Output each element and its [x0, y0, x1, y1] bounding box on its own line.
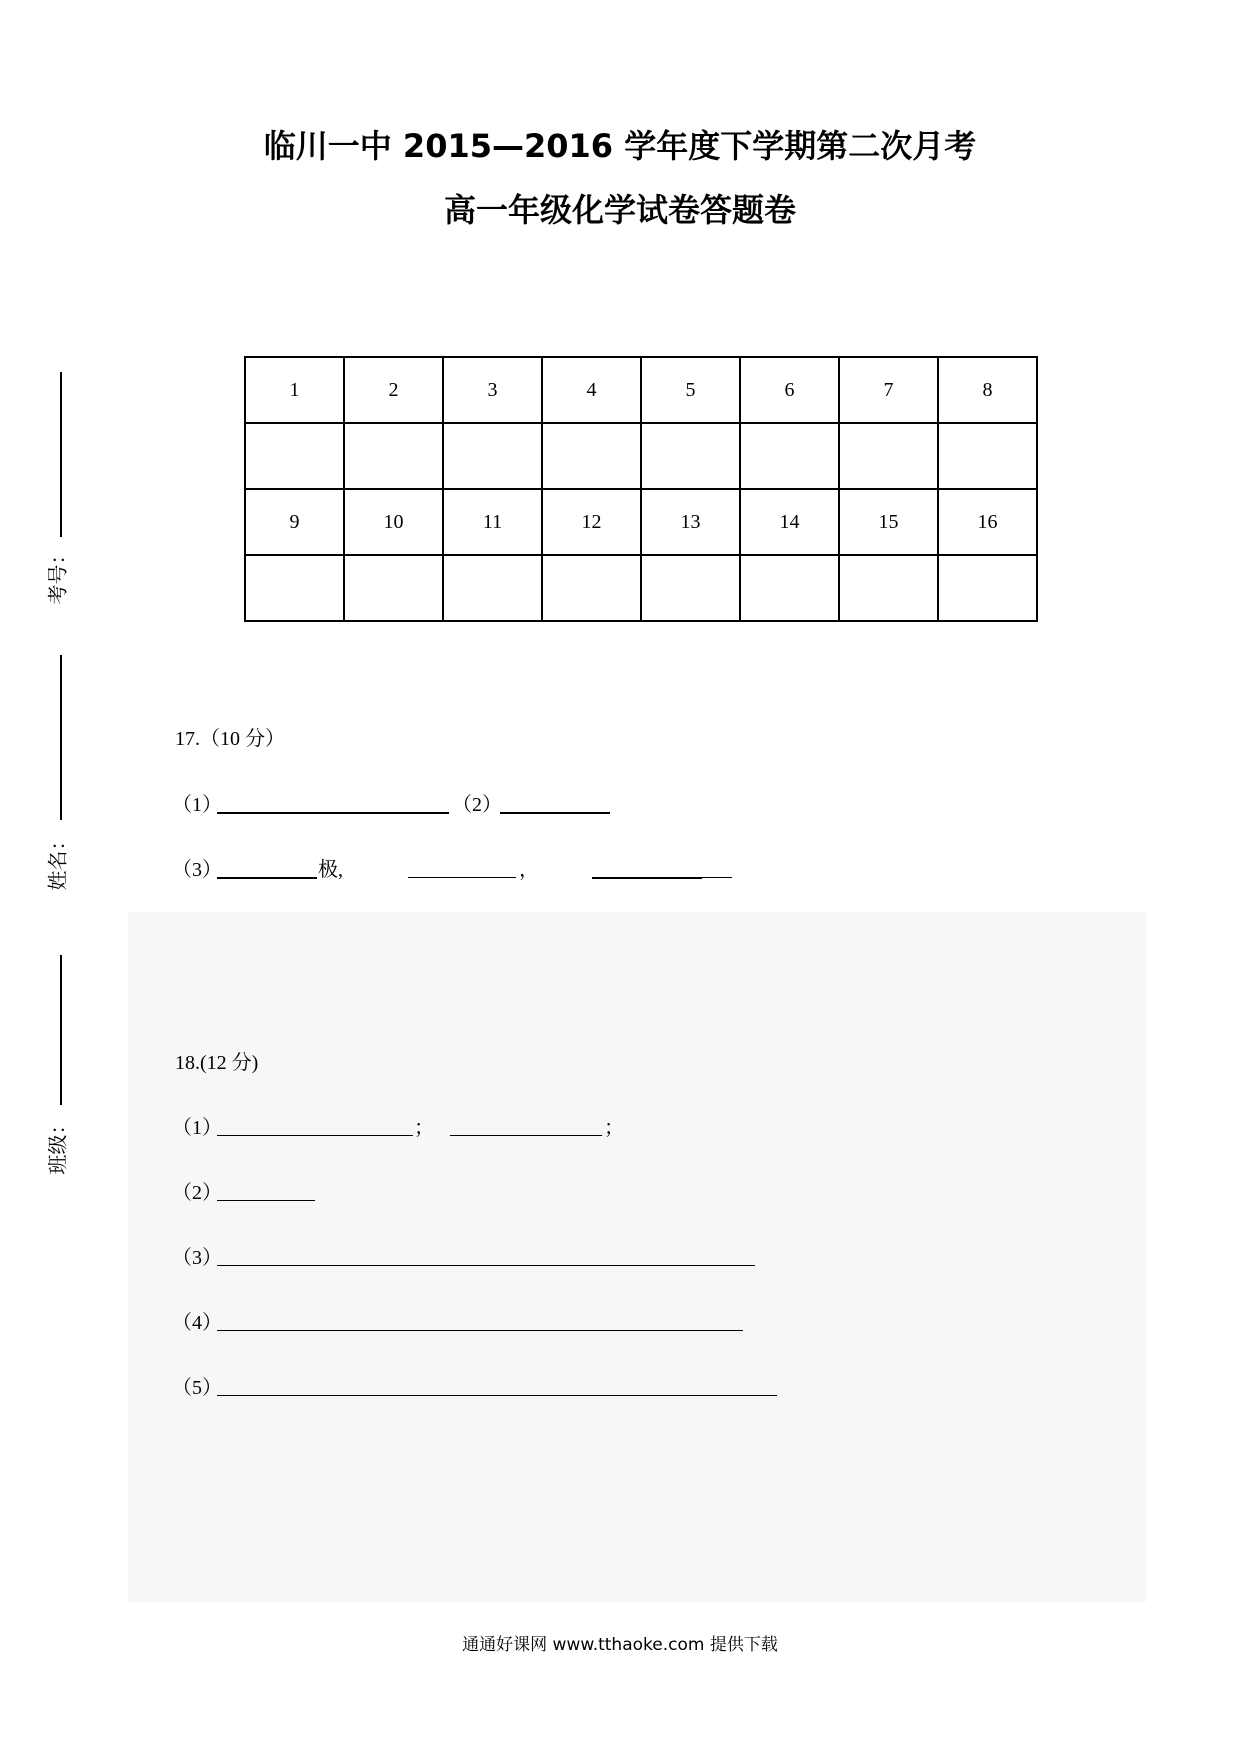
name-label: 姓名： — [45, 830, 70, 891]
class-label: 班级： — [45, 1114, 70, 1175]
answer-cell[interactable] — [542, 555, 641, 621]
answer-cell[interactable] — [839, 555, 938, 621]
grid-number-cell: 6 — [740, 357, 839, 423]
part-label: （1） — [172, 1117, 222, 1139]
class-line — [60, 955, 62, 1105]
answer-blank[interactable] — [217, 1330, 743, 1331]
part-label: （3） — [172, 1247, 222, 1269]
answer-cell[interactable] — [344, 555, 443, 621]
answer-blank-tail — [702, 877, 732, 878]
grid-number-cell: 2 — [344, 357, 443, 423]
answer-blank[interactable] — [592, 877, 702, 879]
answer-blank[interactable] — [450, 1135, 602, 1136]
answer-cell[interactable] — [245, 555, 344, 621]
answer-blank[interactable] — [217, 1395, 777, 1396]
grid-number-cell: 16 — [938, 489, 1037, 555]
answer-cell[interactable] — [938, 423, 1037, 489]
answer-cell[interactable] — [245, 423, 344, 489]
grid-answer-row — [245, 423, 1037, 489]
grid-number-cell: 15 — [839, 489, 938, 555]
grid-number-cell: 13 — [641, 489, 740, 555]
question-17-heading: 17.（10 分） — [175, 728, 285, 750]
page-title: 临川一中 2015—2016 学年度下学期第二次月考 — [263, 127, 977, 165]
exam-number-label: 考号： — [45, 544, 70, 605]
answer-cell[interactable] — [641, 423, 740, 489]
answer-cell[interactable] — [443, 555, 542, 621]
answer-cell[interactable] — [740, 423, 839, 489]
pole-text: 极, — [318, 859, 343, 881]
answer-blank[interactable] — [217, 1200, 315, 1201]
answer-blank[interactable] — [500, 812, 610, 814]
answer-cell[interactable] — [938, 555, 1037, 621]
question-17-line-1 — [172, 788, 672, 818]
answer-blank[interactable] — [217, 877, 317, 879]
answer-grid — [244, 356, 1038, 622]
grid-number-cell: 11 — [443, 489, 542, 555]
part-label: （5） — [172, 1377, 222, 1399]
part-label: （2） — [172, 1182, 222, 1204]
question-17-line-3 — [172, 853, 772, 883]
answer-cell[interactable] — [542, 423, 641, 489]
part-label: （4） — [172, 1312, 222, 1334]
grid-number-cell: 7 — [839, 357, 938, 423]
question-18-heading: 18.(12 分) — [175, 1052, 259, 1074]
grid-number-row — [245, 357, 1037, 423]
part-label: （3） — [172, 859, 222, 881]
name-line — [60, 655, 62, 820]
part-label: （1） — [172, 794, 222, 816]
question-18-line-1 — [172, 1111, 672, 1141]
answer-blank[interactable] — [217, 1135, 413, 1136]
question-18-line-3 — [172, 1241, 772, 1271]
answer-blank[interactable] — [408, 877, 516, 878]
semicolon-text: ； — [604, 1117, 624, 1139]
comma-text: ， — [519, 859, 539, 881]
grid-number-cell: 9 — [245, 489, 344, 555]
answer-blank[interactable] — [217, 812, 449, 814]
answer-cell[interactable] — [740, 555, 839, 621]
grid-number-cell: 12 — [542, 489, 641, 555]
grid-number-cell: 14 — [740, 489, 839, 555]
answer-cell[interactable] — [641, 555, 740, 621]
grid-number-cell: 3 — [443, 357, 542, 423]
answer-cell[interactable] — [839, 423, 938, 489]
question-18-line-5 — [172, 1371, 792, 1401]
grid-number-cell: 4 — [542, 357, 641, 423]
answer-blank[interactable] — [217, 1265, 755, 1266]
grid-answer-row — [245, 555, 1037, 621]
answer-cell[interactable] — [344, 423, 443, 489]
grid-number-cell: 1 — [245, 357, 344, 423]
question-18-line-4 — [172, 1306, 772, 1336]
grid-number-cell: 5 — [641, 357, 740, 423]
page-subtitle: 高一年级化学试卷答题卷 — [443, 191, 796, 229]
grid-number-cell: 10 — [344, 489, 443, 555]
exam-number-line — [60, 372, 62, 537]
part-label: （2） — [452, 794, 502, 816]
footer-text: 通通好课网 www.tthaoke.com 提供下载 — [462, 1635, 778, 1655]
semicolon-text: ； — [414, 1117, 434, 1139]
answer-cell[interactable] — [443, 423, 542, 489]
grid-number-cell: 8 — [938, 357, 1037, 423]
question-18-line-2 — [172, 1176, 472, 1206]
grid-number-row — [245, 489, 1037, 555]
